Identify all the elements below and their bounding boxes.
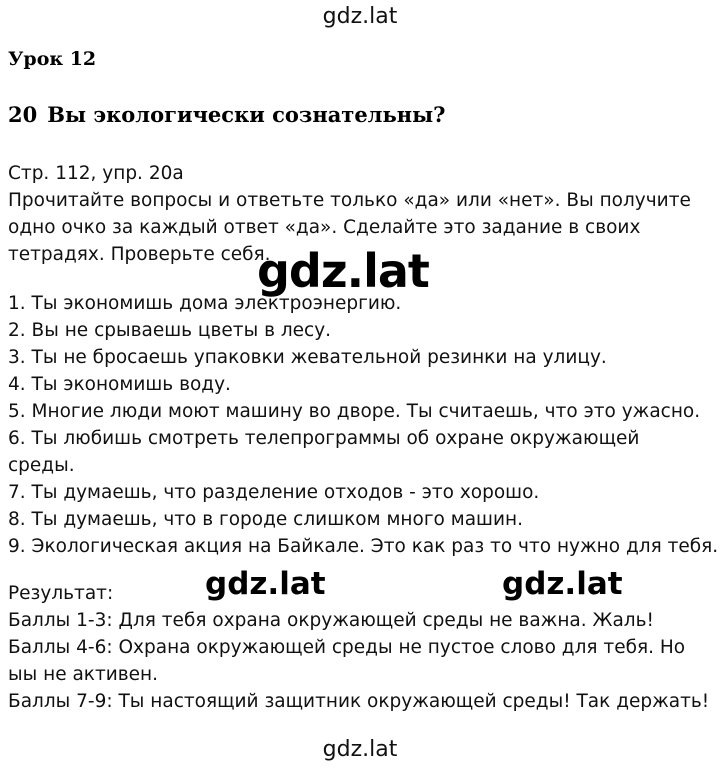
question-item: 2. Вы не срываешь цветы в лесу.	[8, 320, 332, 341]
question-item: 8. Ты думаешь, что в городе слишком много машин.	[8, 509, 523, 530]
instruction-line: Прочитайте вопросы и ответьте только «да» или «нет». Вы получите	[8, 190, 691, 211]
section-number: 20	[8, 102, 38, 127]
instruction-line: одно очко за каждый ответ «да». Сделайте это задание в своих	[8, 217, 641, 238]
result-item: Баллы 1-3: Для тебя охрана окружающей среды не важна. Жаль!	[8, 610, 654, 631]
question-item-continuation: среды.	[8, 455, 75, 476]
watermark-mid-left: gdz.lat	[205, 566, 326, 602]
watermark-bottom: gdz.lat	[322, 737, 398, 762]
section-heading	[8, 102, 445, 127]
result-item: Баллы 7-9: Ты настоящий защитник окружающей среды! Так держать!	[8, 691, 710, 712]
result-item-continuation: ыы не активен.	[8, 664, 159, 685]
results-label: Результат:	[8, 583, 114, 604]
section-title: Вы экологически сознательны?	[47, 102, 446, 127]
watermark-top: gdz.lat	[322, 4, 398, 29]
question-item: 5. Многие люди моют машину во дворе. Ты считаешь, что это ужасно.	[8, 401, 701, 422]
watermark-mid-right: gdz.lat	[502, 566, 623, 602]
page-reference: Стр. 112, упр. 20а	[8, 163, 184, 184]
watermark-center: gdz.lat	[257, 244, 429, 298]
lesson-title: Урок 12	[8, 48, 97, 70]
question-item: 7. Ты думаешь, что разделение отходов - это хорошо.	[8, 482, 540, 503]
question-item: 9. Экологическая акция на Байкале. Это как раз то что нужно для тебя.	[8, 536, 719, 557]
instruction-line: тетрадях. Проверьте себя.	[8, 244, 271, 265]
question-item: 4. Ты экономишь воду.	[8, 374, 231, 395]
result-item: Баллы 4-6: Охрана окружающей среды не пустое слово для тебя. Но	[8, 637, 686, 658]
question-item: 1. Ты экономишь дома электроэнергию.	[8, 293, 402, 314]
question-list	[8, 290, 718, 560]
question-item: 3. Ты не бросаешь упаковки жевательной резинки на улицу.	[8, 347, 607, 368]
question-item: 6. Ты любишь смотреть телепрограммы об охране окружающей	[8, 428, 640, 449]
